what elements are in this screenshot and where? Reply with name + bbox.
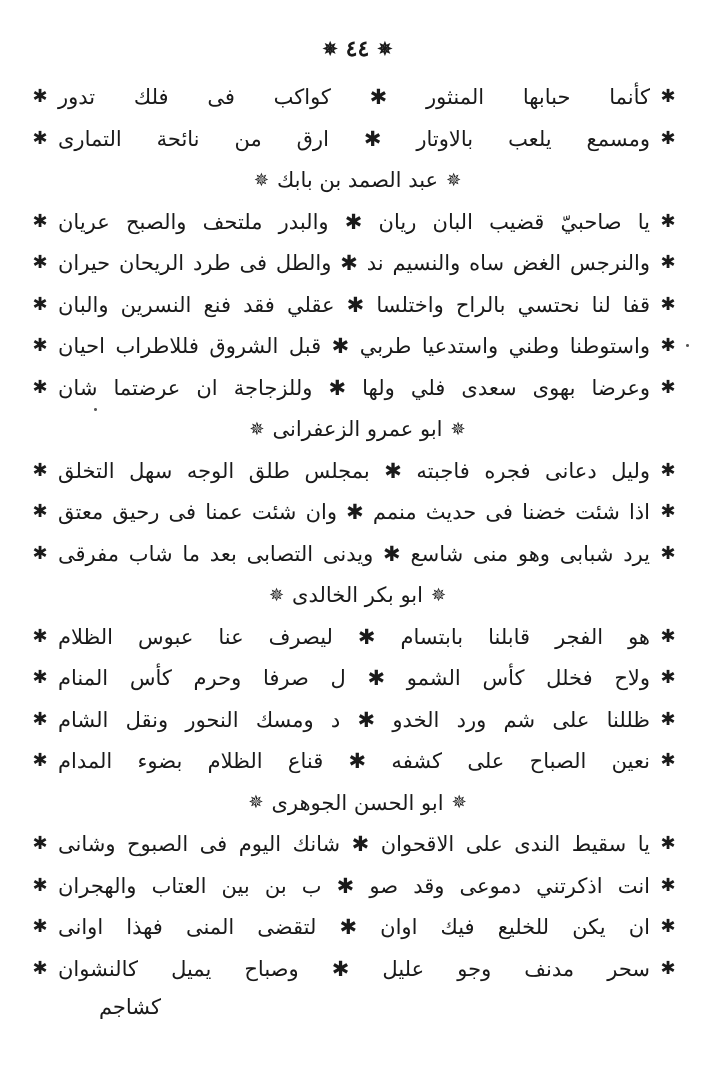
- verse-text: ظللنا على شم ورد الخدو ✱ د ومسك النحور ونقل الشام: [58, 707, 650, 732]
- verse-line: [28, 908, 680, 946]
- ornament-icon: ✵: [446, 169, 462, 191]
- ornament-icon: ✵: [377, 38, 393, 60]
- verse-line: [28, 452, 680, 490]
- star-bullet-icon: ✱: [660, 957, 676, 979]
- verse-text: والنرجس الغض ساه والنسيم ند ✱ والطل فى طرد الريحان حيران: [58, 251, 650, 275]
- ornament-icon: ✵: [268, 584, 285, 606]
- page-number-header: [0, 30, 715, 68]
- verse-line: [28, 618, 680, 656]
- ink-speck: [94, 408, 97, 411]
- star-bullet-icon: ✱: [660, 750, 676, 771]
- verse-line: [28, 369, 680, 407]
- verse-line: [28, 950, 680, 988]
- verse-text: ان يكن للخليع فيك اوان ✱ لتقضى المنى فهذا اوانى: [58, 915, 650, 939]
- star-bullet-icon: ✱: [660, 86, 676, 107]
- star-bullet-icon: ✱: [660, 916, 676, 937]
- star-bullet-icon: ✱: [32, 667, 48, 688]
- star-bullet-icon: ✱: [660, 501, 676, 522]
- verse-text: يا صاحبيّ قضيب البان ريان ✱ والبدر ملتحف والصبح عريان: [58, 209, 650, 234]
- verse-line: [28, 659, 680, 697]
- verse-line: [28, 535, 680, 573]
- verse-text: انت اذكرتني دموعى وقد صو ✱ ب بن بين العتاب والهجران: [58, 873, 650, 898]
- star-bullet-icon: ✱: [32, 252, 48, 273]
- star-bullet-icon: ✱: [32, 293, 48, 315]
- star-bullet-icon: ✱: [660, 210, 676, 232]
- signature: كشاجم: [98, 995, 162, 1019]
- star-bullet-icon: ✱: [660, 667, 676, 688]
- ornament-icon: ✵: [450, 418, 466, 440]
- verse-line: [28, 825, 680, 863]
- verse-text: يرد شبابى وهو منى شاسع ✱ ويدنى التصابى بعد ما شاب مفرقى: [58, 541, 650, 566]
- star-bullet-icon: ✱: [660, 874, 676, 896]
- ornament-icon: ✵: [430, 584, 447, 606]
- section-heading-text: عبد الصمد بن بابك: [276, 168, 439, 192]
- star-bullet-icon: ✱: [32, 501, 48, 522]
- verse-line: [28, 244, 680, 282]
- star-bullet-icon: ✱: [660, 625, 676, 647]
- star-bullet-icon: ✱: [660, 127, 676, 149]
- ink-speck: [686, 344, 689, 347]
- verse-line: [28, 120, 680, 158]
- verse-text: وعرضا بهوى سعدى فلي ولها ✱ وللزجاجة ان عرضتما شان: [58, 375, 650, 400]
- section-heading: [0, 784, 715, 822]
- star-bullet-icon: ✱: [660, 833, 676, 854]
- star-bullet-icon: ✱: [660, 542, 676, 564]
- verse-line: [28, 327, 680, 365]
- star-bullet-icon: ✱: [32, 916, 48, 937]
- star-bullet-icon: ✱: [32, 625, 48, 647]
- verse-text: وليل دعانى فجره فاجبته ✱ بمجلس طلق الوجه سهل التخلق: [58, 458, 650, 483]
- star-bullet-icon: ✱: [32, 459, 48, 481]
- ornament-icon: ✵: [249, 418, 265, 440]
- ornament-icon: ✵: [451, 792, 467, 813]
- star-bullet-icon: ✱: [32, 957, 48, 979]
- ornament-icon: ✵: [322, 38, 338, 60]
- verse-text: نعين الصباح على كشفه ✱ قناع الظلام بضوء المدام: [58, 749, 650, 773]
- verse-line: [28, 493, 680, 531]
- section-heading-text: ابو الحسن الجوهرى: [271, 790, 444, 815]
- star-bullet-icon: ✱: [32, 833, 48, 854]
- section-heading-text: ابو بكر الخالدى: [292, 583, 423, 607]
- section-heading-text: ابو عمرو الزعفرانى: [272, 417, 443, 441]
- verse-line: [28, 78, 680, 116]
- star-bullet-icon: ✱: [32, 542, 48, 564]
- verse-text: هو الفجر قابلنا بابتسام ✱ ليصرف عنا عبوس الظلام: [58, 624, 650, 649]
- star-bullet-icon: ✱: [660, 293, 676, 315]
- ornament-icon: ✵: [248, 792, 264, 813]
- star-bullet-icon: ✱: [32, 708, 48, 730]
- verse-text: ولاح فخلل كأس الشمو ✱ ل صرفا وحرم كأس المنام: [58, 666, 650, 690]
- verse-line: [28, 742, 680, 780]
- star-bullet-icon: ✱: [660, 376, 676, 398]
- star-bullet-icon: ✱: [32, 874, 48, 896]
- verse-text: ومسمع يلعب بالاوتار ✱ ارق من نائحة التمارى: [58, 126, 650, 151]
- verse-text: واستوطنا وطني واستدعيا طربي ✱ قبل الشروق فللاطراب احيان: [58, 334, 650, 358]
- page-number: ٤٤: [345, 36, 370, 62]
- verse-text: قفا لنا نحتسي بالراح واختلسا ✱ عقلي فقد فنع النسرين والبان: [58, 292, 650, 317]
- verse-line: [28, 867, 680, 905]
- star-bullet-icon: ✱: [660, 459, 676, 481]
- star-bullet-icon: ✱: [660, 252, 676, 273]
- star-bullet-icon: ✱: [660, 335, 676, 356]
- star-bullet-icon: ✱: [32, 127, 48, 149]
- section-heading: [0, 410, 715, 448]
- star-bullet-icon: ✱: [32, 335, 48, 356]
- star-bullet-icon: ✱: [32, 376, 48, 398]
- verse-text: كأنما حبابها المنثور ✱ كواكب فى فلك تدور: [58, 85, 650, 109]
- section-heading: [0, 161, 715, 199]
- star-bullet-icon: ✱: [32, 210, 48, 232]
- verse-line: [28, 286, 680, 324]
- star-bullet-icon: ✱: [660, 708, 676, 730]
- star-bullet-icon: ✱: [32, 750, 48, 771]
- verse-text: سحر مدنف وجو عليل ✱ وصباح يميل كالنشوان: [58, 956, 650, 981]
- verse-text: اذا شئت خضنا فى حديث منمم ✱ وان شئت عمنا فى رحيق معتق: [58, 500, 650, 524]
- ornament-icon: ✵: [253, 169, 269, 191]
- verse-line: [28, 701, 680, 739]
- verse-line: [28, 203, 680, 241]
- star-bullet-icon: ✱: [32, 86, 48, 107]
- verse-text: يا سقيط الندى على الاقحوان ✱ شانك اليوم فى الصبوح وشانى: [58, 832, 650, 856]
- section-heading: [0, 576, 715, 614]
